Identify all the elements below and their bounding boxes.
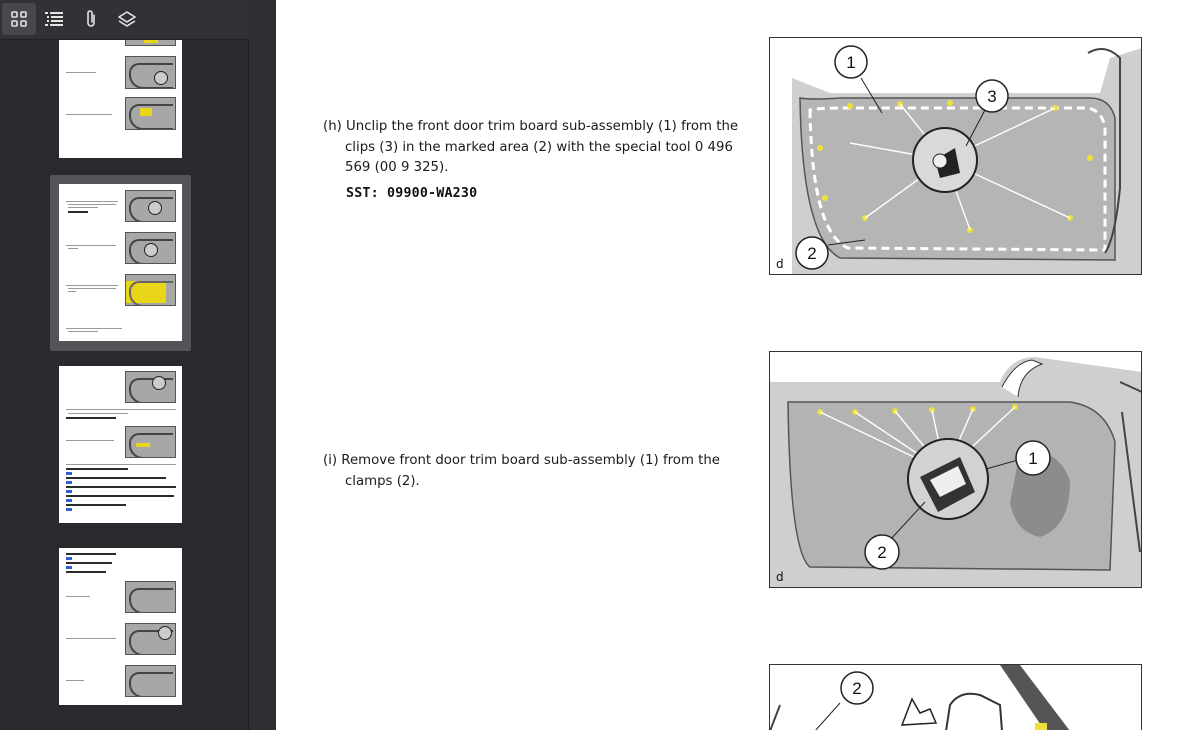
figure-letter: d — [776, 257, 784, 271]
layers-button[interactable] — [110, 3, 144, 35]
step-h-text: (h) Unclip the front door trim board sub-assembly (1) from the clips (3) in the marked area (2) with the special tool 0 496 569 (00 9 325). — [323, 119, 739, 175]
layers-icon — [117, 10, 137, 28]
sidebar-toolbar — [0, 0, 249, 40]
thumbnail-figure — [125, 371, 176, 403]
callout-label: 2 — [877, 543, 887, 562]
attachment-paperclip-icon — [82, 9, 100, 29]
thumbnail-figure — [125, 232, 176, 264]
step-h — [323, 117, 759, 179]
step-i-text: (i) Remove front door trim board sub-assembly (1) from the clamps (2). — [323, 453, 720, 489]
step-i — [323, 451, 759, 492]
document-page — [276, 0, 1191, 730]
callout-label: 1 — [846, 53, 856, 72]
thumbnail-sidebar — [0, 0, 249, 730]
thumbnail-figure — [125, 56, 176, 89]
thumbnail-figure — [125, 581, 176, 613]
figure-letter: d — [776, 570, 784, 584]
thumbnail-figure — [125, 190, 176, 222]
page-thumbnail[interactable] — [59, 366, 182, 523]
page-thumbnail[interactable] — [59, 40, 182, 158]
thumbnail-figure — [125, 97, 176, 130]
attachments-button[interactable] — [74, 3, 108, 35]
thumbnail-figure — [125, 623, 176, 655]
page-thumbnail-selected[interactable] — [59, 184, 182, 341]
figure-unclip-trim-board — [769, 37, 1142, 275]
thumbnails-grid-icon — [10, 10, 28, 28]
callout-label: 1 — [1028, 449, 1038, 468]
figure-remove-trim-board — [769, 351, 1142, 588]
thumbnail-figure — [125, 665, 176, 697]
callout-label: 3 — [987, 87, 997, 106]
thumbnail-figure — [125, 274, 176, 306]
outline-list-icon — [44, 10, 64, 28]
thumbnail-figure — [125, 426, 176, 458]
thumbnails-button[interactable] — [2, 3, 36, 35]
figure-partial — [769, 664, 1142, 730]
callout-label: 2 — [852, 679, 862, 698]
page-thumbnail[interactable] — [59, 548, 182, 705]
sst-label: SST: 09900-WA230 — [346, 186, 478, 201]
sidebar-gutter — [249, 0, 276, 730]
thumbnail-figure — [125, 40, 176, 46]
callout-label: 2 — [807, 244, 817, 263]
outline-button[interactable] — [37, 3, 71, 35]
